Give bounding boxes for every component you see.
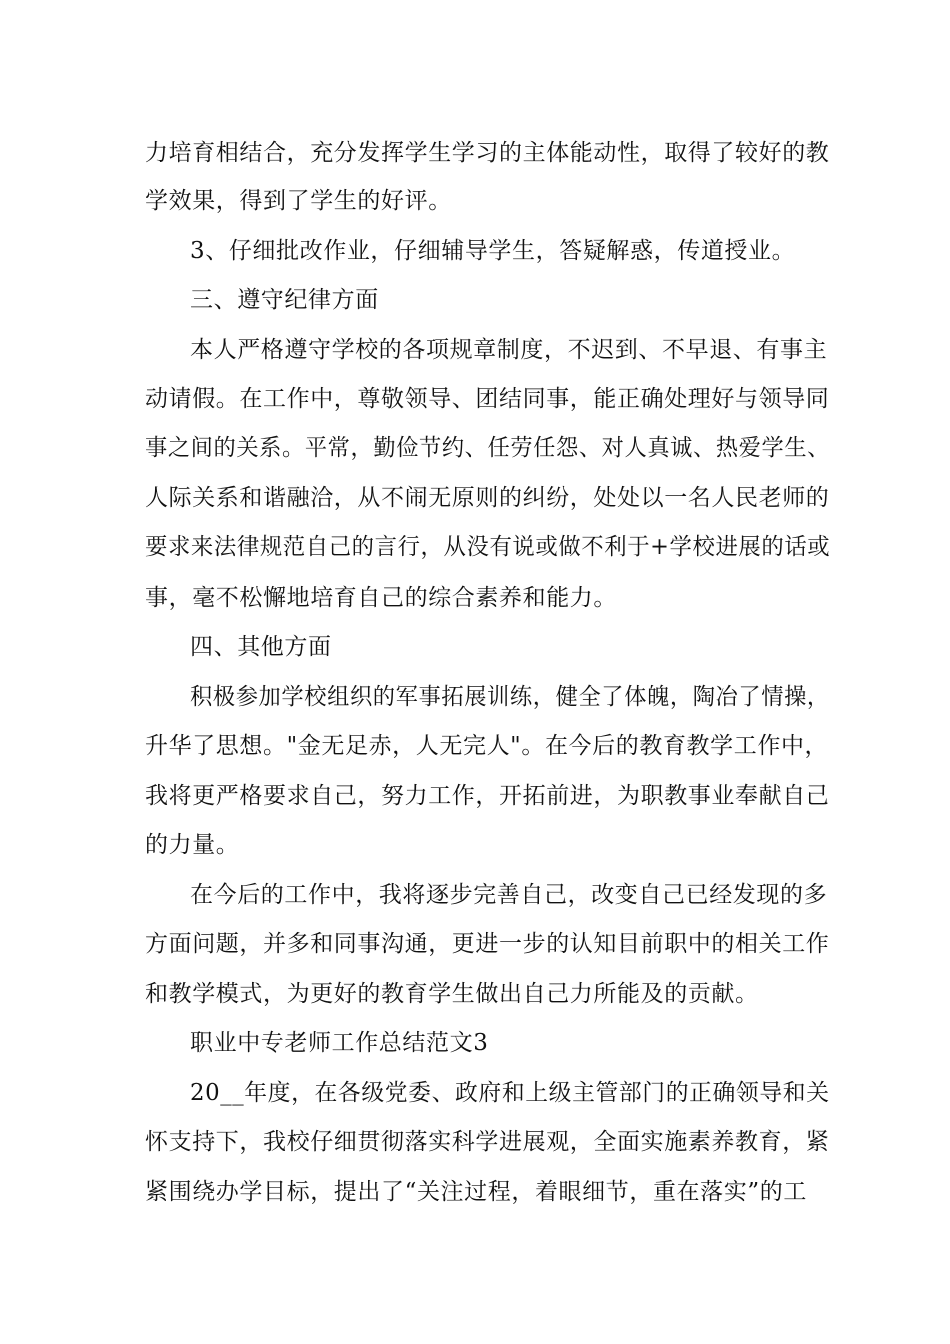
text-line: 学效果，得到了学生的好评。 <box>145 188 452 214</box>
document-title: 职业中专老师工作总结范文3 <box>190 1030 489 1056</box>
text-line: 积极参加学校组织的军事拓展训练，健全了体魄，陶冶了情操， <box>190 684 830 710</box>
text-line: 怀支持下，我校仔细贯彻落实科学进展观，全面实施素养教育，紧 <box>145 1129 830 1155</box>
text-line: 升华了思想。"金无足赤，人无完人"。在今后的教育教学工作中， <box>145 733 829 759</box>
section-heading: 四、其他方面 <box>190 634 332 660</box>
text-line: 我将更严格要求自己，努力工作，开拓前进，为职教事业奉献自己 <box>145 783 830 809</box>
text-line: 的力量。 <box>145 832 240 858</box>
text-line: 事，毫不松懈地培育自己的综合素养和能力。 <box>145 585 617 611</box>
text-line: 20__年度，在各级党委、政府和上级主管部门的正确领导和关 <box>190 1080 830 1106</box>
text-line: 人际关系和谐融洽，从不闹无原则的纠纷，处处以一名人民老师的 <box>145 485 830 511</box>
text-line: 在今后的工作中，我将逐步完善自己，改变自己已经发现的多 <box>190 882 828 908</box>
text-line: 方面问题，并多和同事沟通，更进一步的认知目前职中的相关工作 <box>145 931 830 957</box>
text-line: 动请假。在工作中，尊敬领导、团结同事，能正确处理好与领导同 <box>145 386 830 412</box>
text-line: 紧围绕办学目标，提出了“关注过程，着眼细节，重在落实”的工 <box>145 1179 807 1205</box>
text-line: 和教学模式，为更好的教育学生做出自己力所能及的贡献。 <box>145 981 759 1007</box>
text-line: 事之间的关系。平常，勤俭节约、任劳任怨、对人真诚、热爱学生、 <box>145 435 830 461</box>
section-heading: 三、遵守纪律方面 <box>190 287 379 313</box>
list-item: 3、仔细批改作业，仔细辅导学生，答疑解惑，传道授业。 <box>190 238 796 264</box>
text-line: 要求来法律规范自己的言行，从没有说或做不利于+学校进展的话或 <box>145 534 831 560</box>
text-line: 力培育相结合，充分发挥学生学习的主体能动性，取得了较好的教 <box>145 140 830 166</box>
text-line: 本人严格遵守学校的各项规章制度，不迟到、不早退、有事主 <box>190 337 828 363</box>
